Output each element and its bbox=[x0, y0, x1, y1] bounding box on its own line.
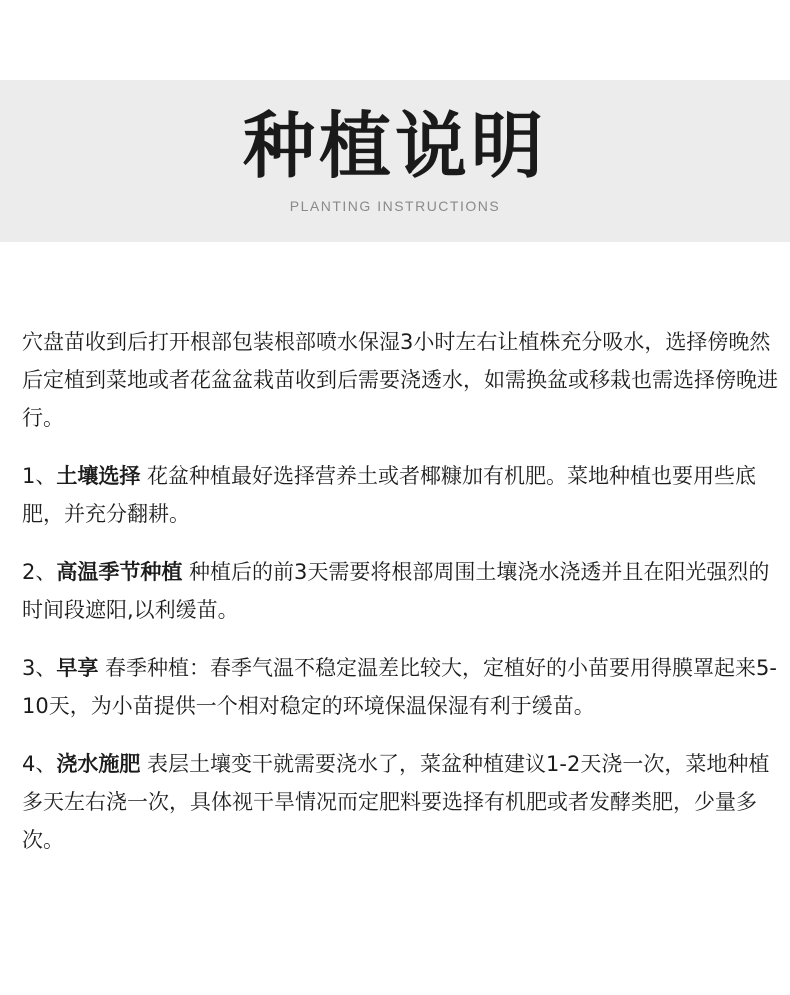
item-keyword: 浇水施肥 bbox=[56, 752, 141, 776]
item-number: 1、 bbox=[22, 464, 57, 488]
intro-paragraph: 穴盘苗收到后打开根部包装根部喷水保湿3小时左右让植株充分吸水，选择傍晚然后定植到菜地或者花盆盆栽苗收到后需要浇透水，如需换盆或移栽也需选择傍晚进行。 bbox=[22, 330, 778, 430]
item-keyword: 高温季节种植 bbox=[56, 560, 183, 584]
page-subtitle: PLANTING INSTRUCTIONS bbox=[289, 198, 501, 214]
item-keyword: 土壤选择 bbox=[56, 464, 141, 488]
item-text: 种植后的前3天需要将根部周围土壤浇水浇透并且在阳光强烈的时间段遮阳,以利缓苗。 bbox=[22, 560, 770, 622]
instruction-item-watering bbox=[22, 745, 782, 859]
item-text: 花盆种植最好选择营养土或者椰糠加有机肥。菜地种植也要用些底肥，并充分翻耕。 bbox=[22, 464, 757, 526]
instructions-body bbox=[22, 323, 782, 859]
item-text: 春季种植：春季气温不稳定温差比较大，定植好的小苗要用得膜罩起来5-10天，为小苗提供一个相对稳定的环境保温保湿有利于缓苗。 bbox=[22, 656, 777, 718]
instruction-item-soil bbox=[22, 457, 782, 533]
item-text: 表层土壤变干就需要浇水了，菜盆种植建议1-2天浇一次，菜地种植多天左右浇一次，具体视干旱情况而定肥料要选择有机肥或者发酵类肥，少量多次。 bbox=[22, 752, 770, 852]
page-title: 种植说明 bbox=[242, 104, 547, 188]
item-number: 2、 bbox=[22, 560, 57, 584]
item-number: 4、 bbox=[22, 752, 57, 776]
instruction-item-hot-season bbox=[22, 553, 782, 629]
instruction-item-early-spring bbox=[22, 649, 782, 725]
item-number: 3、 bbox=[22, 656, 57, 680]
item-keyword: 早享 bbox=[56, 656, 99, 680]
